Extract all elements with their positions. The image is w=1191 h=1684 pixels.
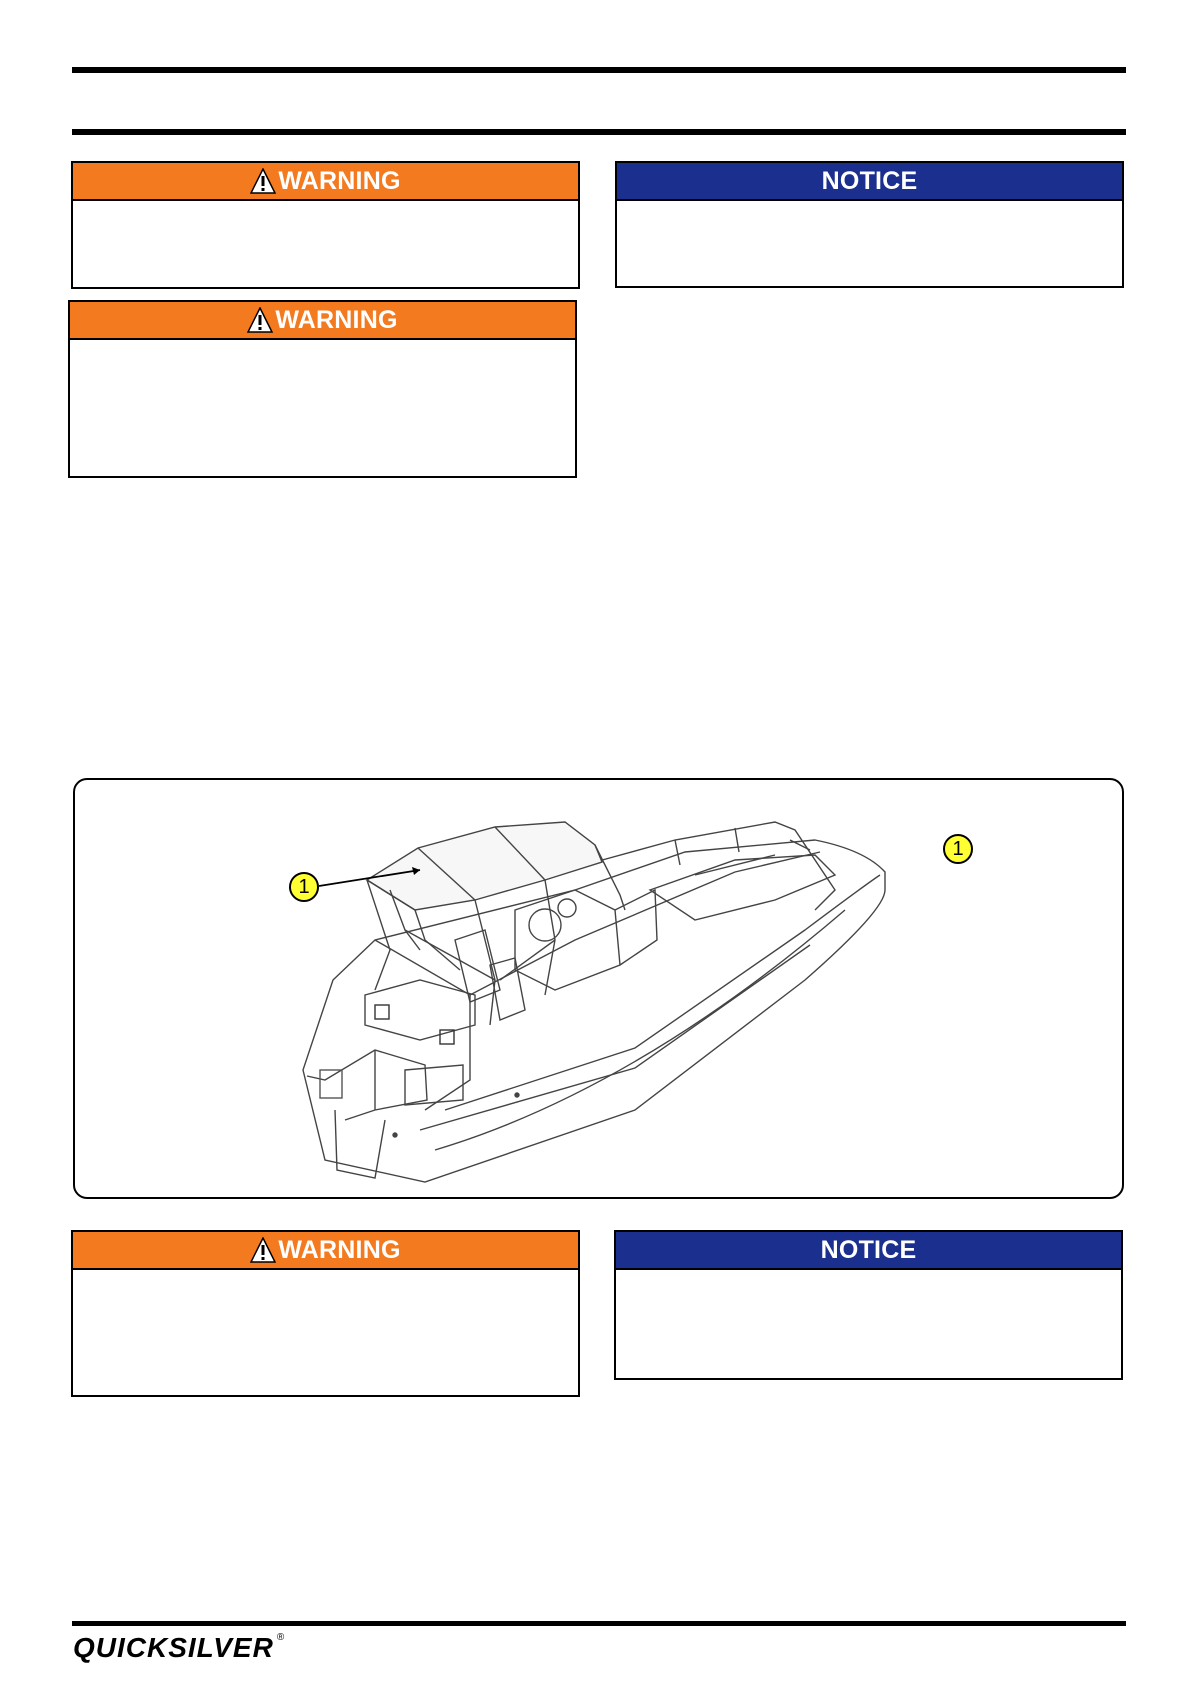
footer-rule	[72, 1621, 1126, 1626]
warning-header	[70, 302, 575, 340]
notice-header	[617, 163, 1122, 201]
header-rule-top	[72, 67, 1126, 73]
warning-label: WARNING	[278, 166, 401, 195]
callout-1: 1	[289, 872, 319, 902]
notice-box-1	[615, 161, 1124, 288]
warning-triangle-icon	[247, 307, 273, 333]
warning-triangle-icon	[250, 1237, 276, 1263]
notice-header	[616, 1232, 1121, 1270]
header-rule-bottom	[72, 129, 1126, 135]
warning-label: WARNING	[278, 1235, 401, 1264]
quicksilver-logo	[73, 1632, 285, 1664]
warning-header	[73, 163, 578, 201]
warning-triangle-icon	[250, 168, 276, 194]
legend-callout-1: 1	[943, 834, 973, 864]
brand-name: QUICKSILVER	[73, 1632, 274, 1663]
warning-box-2	[68, 300, 577, 478]
warning-box-3	[71, 1230, 580, 1397]
warning-header	[73, 1232, 578, 1270]
notice-label: NOTICE	[820, 1235, 917, 1264]
registered-mark: ®	[276, 1632, 286, 1643]
notice-box-2	[614, 1230, 1123, 1380]
warning-label: WARNING	[275, 305, 398, 334]
boat-figure-frame	[73, 778, 1124, 1199]
warning-box-1	[71, 161, 580, 289]
notice-label: NOTICE	[821, 166, 918, 195]
